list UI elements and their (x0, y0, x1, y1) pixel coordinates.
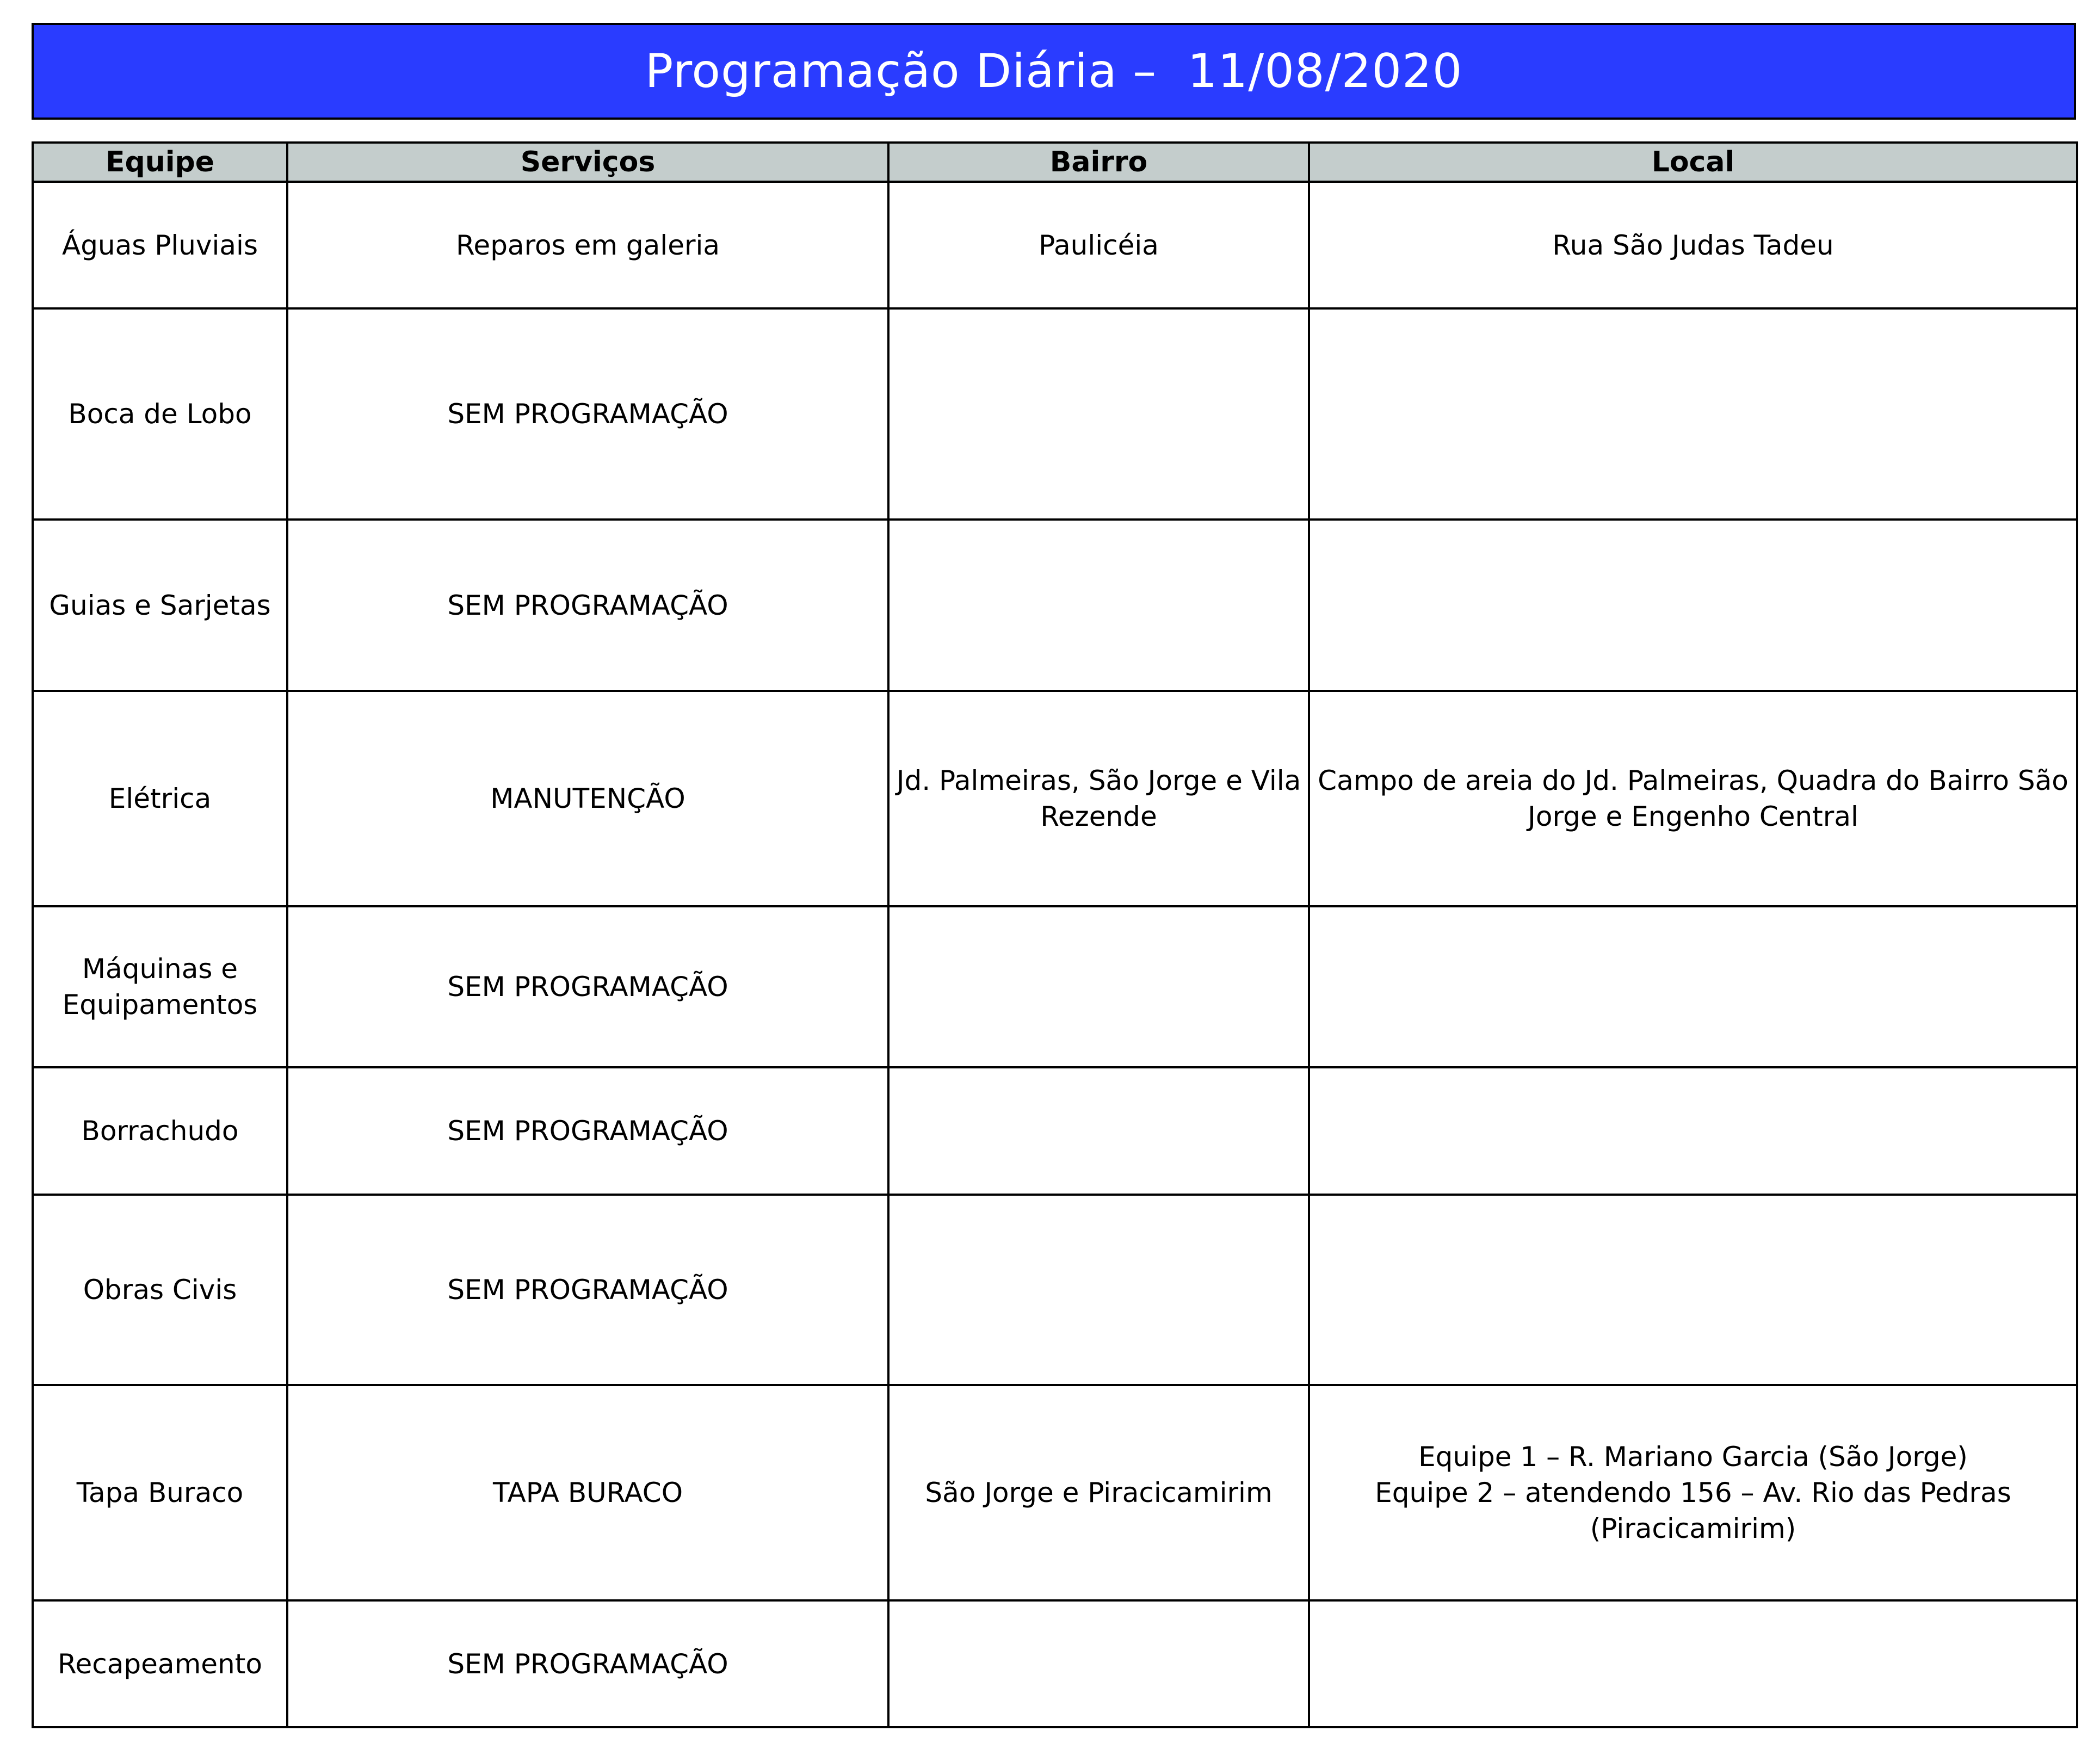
cell-bairro (888, 1195, 1309, 1385)
cell-equipe (33, 520, 287, 691)
cell-local (1309, 1067, 2077, 1195)
cell-servicos-text: SEM PROGRAMAÇÃO (447, 1648, 728, 1680)
cell-servicos-text: TAPA BURACO (492, 1477, 683, 1508)
cell-equipe-text: Borrachudo (81, 1115, 239, 1147)
cell-equipe (33, 906, 287, 1067)
cell-bairro (888, 906, 1309, 1067)
cell-servicos-text: SEM PROGRAMAÇÃO (447, 971, 728, 1003)
title-bar (32, 23, 2076, 120)
table-row (33, 691, 2077, 906)
cell-servicos (287, 691, 888, 906)
cell-servicos-text: SEM PROGRAMAÇÃO (447, 1115, 728, 1147)
cell-equipe (33, 1067, 287, 1195)
cell-equipe-text: Elétrica (108, 783, 212, 814)
cell-local (1309, 691, 2077, 906)
cell-local (1309, 182, 2077, 308)
table-header-row (33, 143, 2077, 182)
cell-equipe-text: Águas Pluviais (61, 229, 258, 261)
cell-local-text: Rua São Judas Tadeu (1552, 229, 1834, 261)
column-header-equipe: Equipe (33, 143, 287, 182)
column-header-bairro: Bairro (888, 143, 1309, 182)
cell-local (1309, 1600, 2077, 1727)
cell-local (1309, 308, 2077, 520)
cell-servicos (287, 520, 888, 691)
cell-equipe-text: Obras Civis (83, 1274, 237, 1306)
cell-local-text: Equipe 1 – R. Mariano Garcia (São Jorge) Equipe 2 – atendendo 156 – Av. Rio das Pedras (Piracicamirim) (1375, 1441, 2011, 1544)
cell-local (1309, 906, 2077, 1067)
cell-servicos-text: SEM PROGRAMAÇÃO (447, 1274, 728, 1306)
table-row (33, 182, 2077, 308)
cell-equipe (33, 1600, 287, 1727)
cell-equipe-text: Boca de Lobo (68, 398, 252, 430)
cell-bairro-text: Jd. Palmeiras, São Jorge e Vila Rezende (896, 765, 1301, 832)
cell-equipe-text: Máquinas e Equipamentos (62, 953, 258, 1021)
cell-equipe (33, 1385, 287, 1600)
cell-servicos (287, 906, 888, 1067)
cell-local (1309, 520, 2077, 691)
cell-bairro (888, 520, 1309, 691)
cell-equipe (33, 691, 287, 906)
cell-equipe-text: Tapa Buraco (76, 1477, 244, 1508)
cell-bairro (888, 691, 1309, 906)
cell-bairro-text: São Jorge e Piracicamirim (925, 1477, 1273, 1508)
cell-bairro (888, 1385, 1309, 1600)
column-header-servicos: Serviços (287, 143, 888, 182)
cell-bairro (888, 1067, 1309, 1195)
cell-bairro (888, 1600, 1309, 1727)
cell-bairro (888, 308, 1309, 520)
column-header-local: Local (1309, 143, 2077, 182)
schedule-table (32, 141, 2078, 1728)
cell-local-text: Campo de areia do Jd. Palmeiras, Quadra do Bairro São Jorge e Engenho Central (1318, 765, 2068, 832)
cell-servicos (287, 308, 888, 520)
cell-equipe (33, 182, 287, 308)
cell-local (1309, 1385, 2077, 1600)
cell-bairro (888, 182, 1309, 308)
table-row (33, 1195, 2077, 1385)
cell-servicos-text: Reparos em galeria (455, 229, 720, 261)
table-row (33, 1067, 2077, 1195)
cell-bairro-text: Paulicéia (1039, 229, 1159, 261)
page-title: Programação Diária – 11/08/2020 (645, 44, 1463, 98)
table-row (33, 308, 2077, 520)
cell-equipe-text: Recapeamento (58, 1648, 262, 1680)
cell-servicos (287, 1195, 888, 1385)
cell-equipe (33, 308, 287, 520)
table-row (33, 906, 2077, 1067)
cell-equipe-text: Guias e Sarjetas (49, 589, 271, 621)
cell-servicos (287, 1067, 888, 1195)
cell-local (1309, 1195, 2077, 1385)
table-row (33, 1385, 2077, 1600)
cell-servicos (287, 182, 888, 308)
cell-servicos-text: SEM PROGRAMAÇÃO (447, 398, 728, 430)
cell-servicos (287, 1385, 888, 1600)
table-row (33, 1600, 2077, 1727)
cell-equipe (33, 1195, 287, 1385)
table-row (33, 520, 2077, 691)
cell-servicos-text: SEM PROGRAMAÇÃO (447, 589, 728, 621)
cell-servicos-text: MANUTENÇÃO (490, 783, 685, 814)
cell-servicos (287, 1600, 888, 1727)
